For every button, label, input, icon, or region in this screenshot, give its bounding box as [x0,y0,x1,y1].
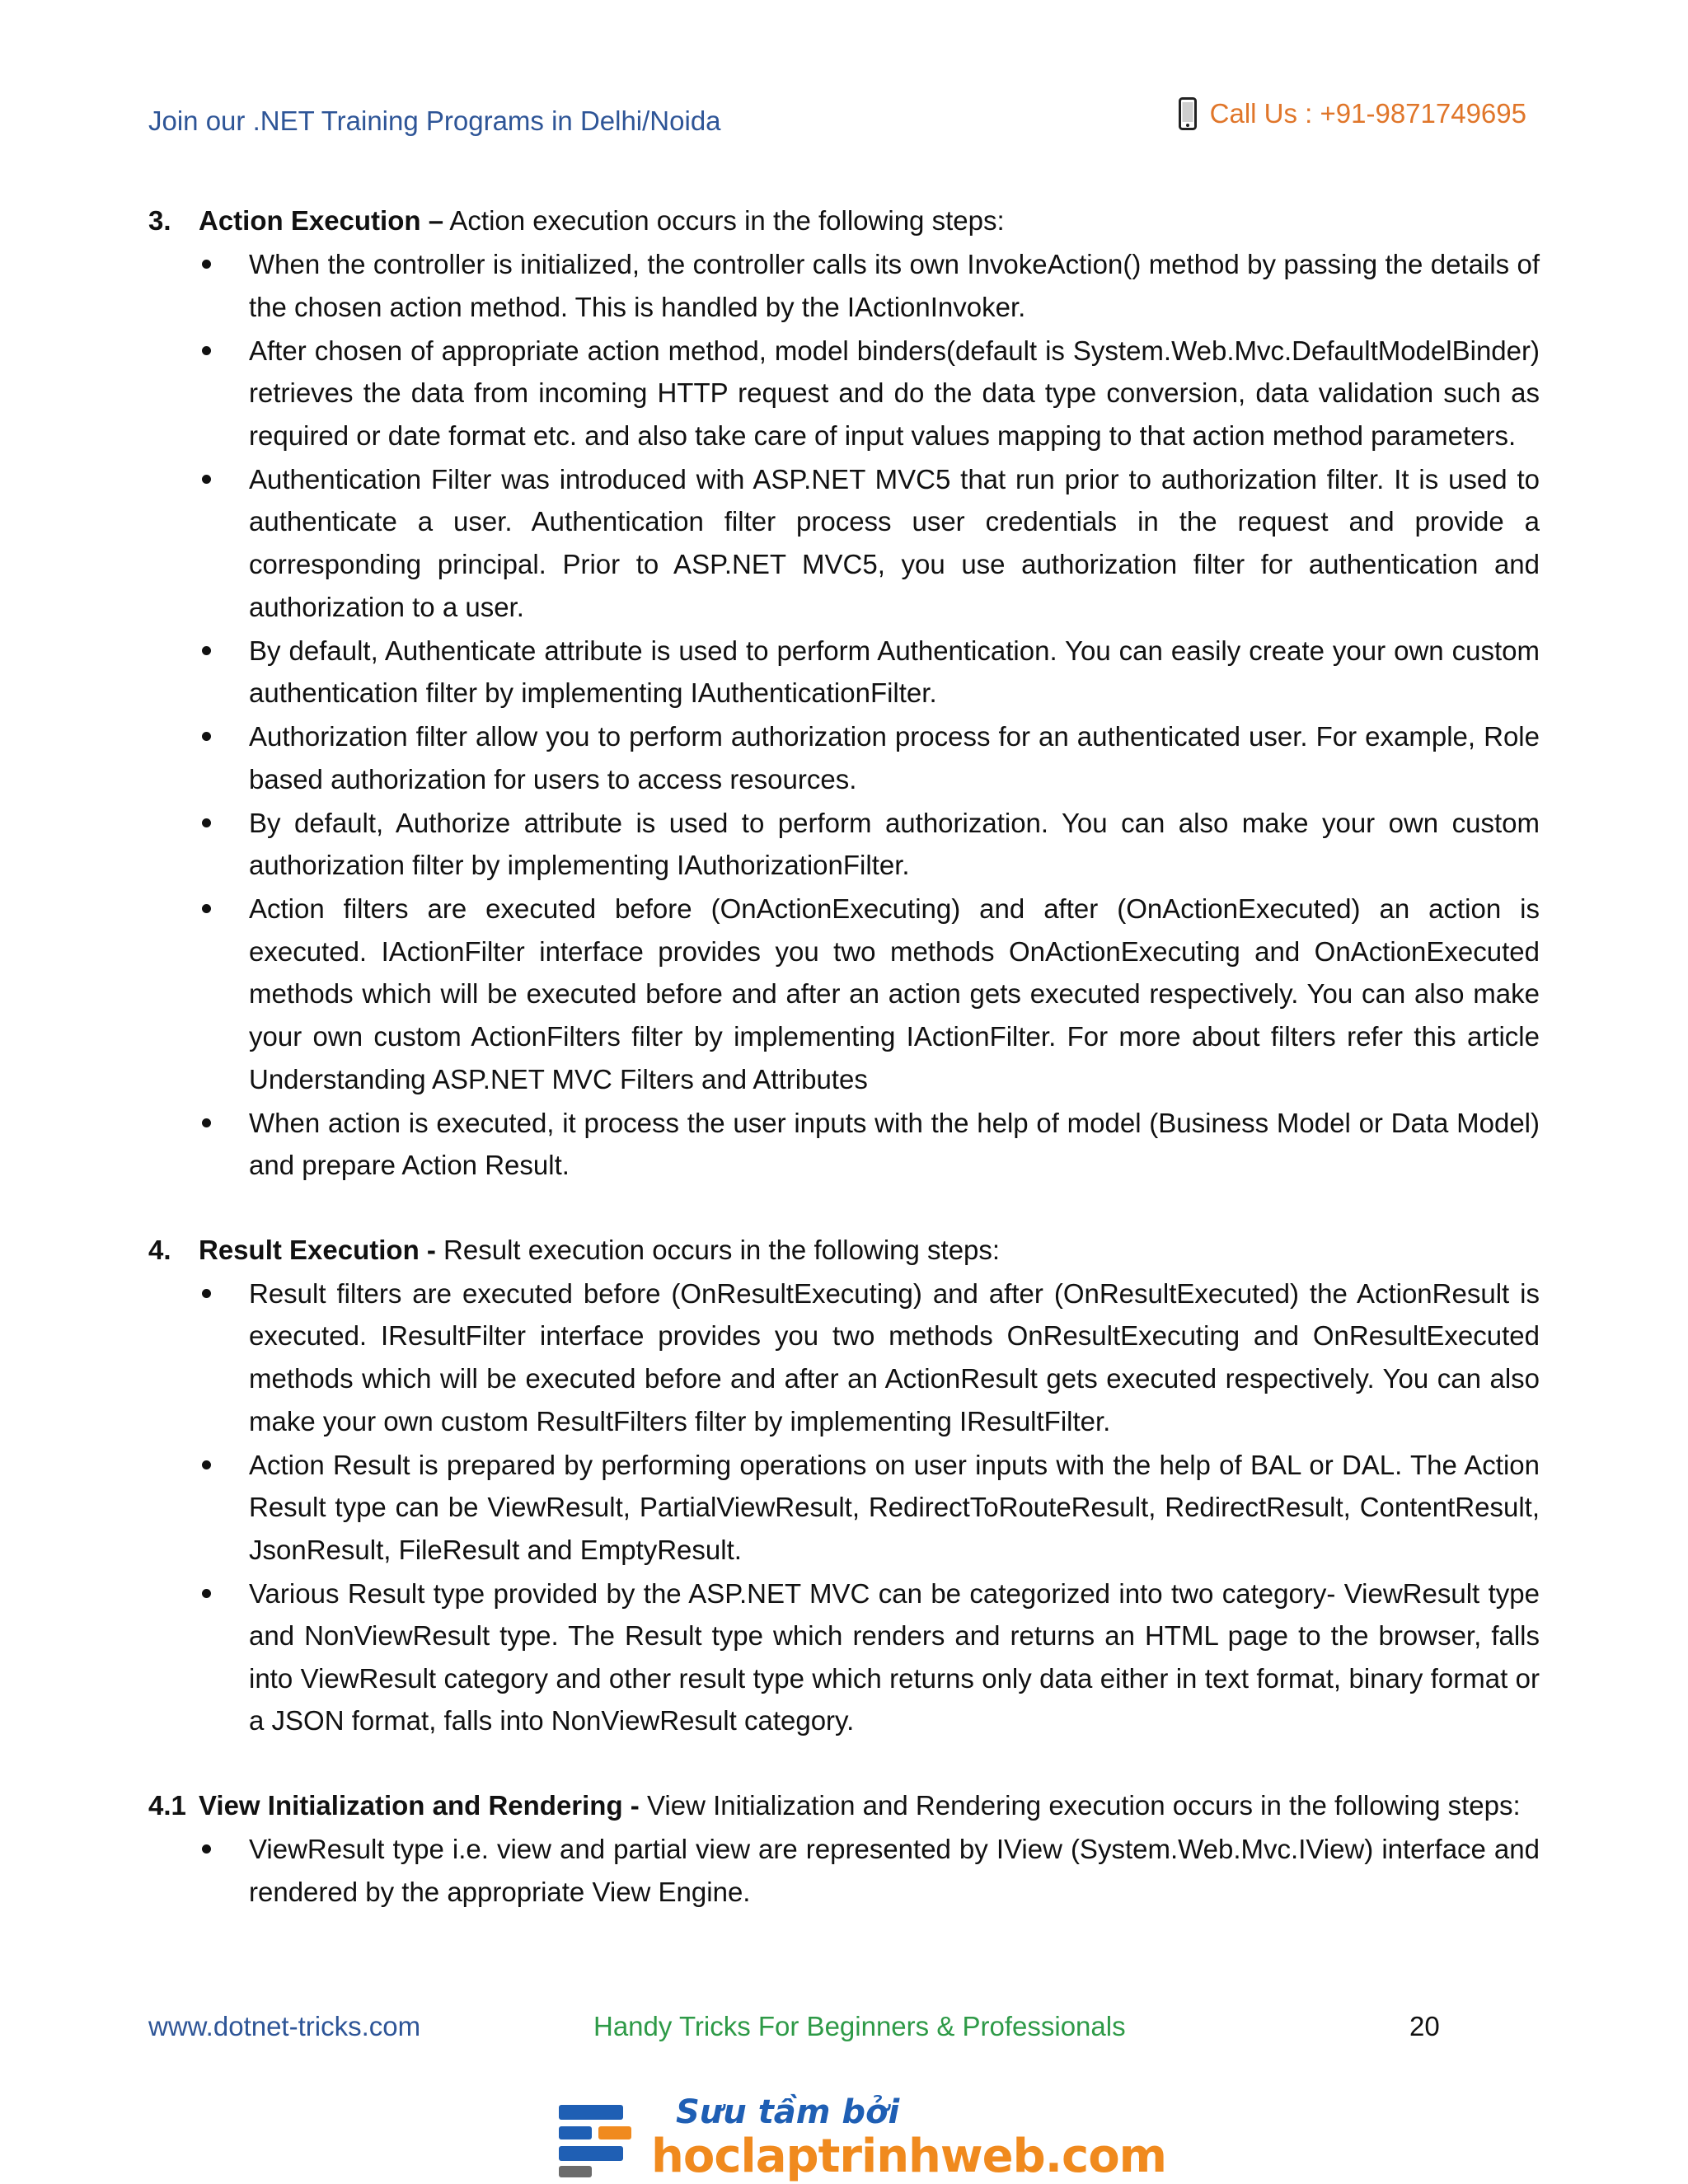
header-call-us [1179,97,1526,130]
section-heading-text [199,1229,1000,1272]
bullet-list [148,243,1540,1187]
section-intro: Action execution occurs in the following steps: [443,205,1005,236]
section-heading [148,199,1540,242]
list-item-text: By default, Authorize attribute is used to perform authorization. You can also make your own custom authorization filter by implementing IAuthorizationFilter. [249,807,1540,881]
bullet-icon [202,1289,211,1298]
bullet-icon [202,732,211,741]
list-item-text: Authorization filter allow you to perform authorization process for an authenticated user. For example, Role based authorization for users to access resources. [249,721,1540,794]
section-title: Result Execution - [199,1234,436,1265]
watermark [554,2093,1167,2184]
list-item [148,458,1540,628]
section-number: 4.1 [148,1790,186,1821]
watermark-site: hoclaptrinhweb.com [651,2130,1167,2183]
footer-website-link[interactable]: www.dotnet-tricks.com [148,2011,421,2041]
mobile-phone-icon [1179,97,1197,130]
bullet-icon [202,904,211,913]
list-item-text: Authentication Filter was introduced with ASP.NET MVC5 that run prior to authorization filter. It is used to authenticate a user. Authentication filter process user credentials in the request and provide a corresponding principal. Prior to ASP.NET MVC5, you use authorization filter for authentication and authorization to a user. [249,463,1540,622]
list-item-text: ViewResult type i.e. view and partial view are represented by IView (System.Web.Mvc.IView) interface and rendered by the appropriate View Engine. [249,1834,1540,1907]
section-heading-text [199,1784,1521,1827]
section-intro: Result execution occurs in the following steps: [435,1234,1001,1265]
section [148,199,1540,1187]
list-item-text: Action Result is prepared by performing operations on user inputs with the help of BAL or DAL. The Action Result type can be ViewResult, PartialViewResult, RedirectToRouteResult, RedirectResult, ContentResult, JsonResult, FileResult and EmptyResult. [249,1449,1540,1565]
bullet-icon [202,346,211,355]
section-title: Action Execution – [199,205,444,236]
list-item-text: Result filters are executed before (OnResultExecuting) and after (OnResultExecuted) the ActionResult is executed. IResultFilter interface provides you two methods OnResultExecuting and OnResultExecuted methods which will be executed before and after an ActionResult gets executed respectively. You can also make your own custom ResultFilters filter by implementing IResultFilter. [249,1277,1540,1436]
call-us-text: Call Us : +91-9871749695 [1209,98,1526,129]
bullet-list [148,1828,1540,1913]
list-item-text: Action filters are executed before (OnActionExecuting) and after (OnActionExecuted) an action is executed. IActionFilter interface provides you two methods OnActionExecuting and OnActionExecuted methods which will be executed before and after an action gets executed respectively. You can also make your own custom ActionFilters filter by implementing IActionFilter. For more about filters refer this article Understanding ASP.NET MVC Filters and Attributes [249,893,1540,1094]
section-heading [148,1229,1540,1272]
bullet-icon [202,1589,211,1598]
watermark-caption: Sưu tầm bởi [676,2093,900,2131]
section-number: 3. [148,205,171,236]
list-item [148,1572,1540,1742]
list-item-text: When the controller is initialized, the controller calls its own InvokeAction() method by passing the details of the chosen action method. This is handled by the IActionInvoker. [249,248,1540,322]
section-number: 4. [148,1234,171,1265]
list-item [148,1102,1540,1187]
section-intro: View Initialization and Rendering execution occurs in the following steps: [639,1790,1521,1821]
document-body [148,199,1540,1913]
footer-tagline: Handy Tricks For Beginners & Professionals [593,2011,1126,2041]
section-heading-text [199,199,1005,242]
section [148,1784,1540,1913]
bullet-icon [202,1844,211,1854]
bullet-icon [202,1460,211,1469]
list-item [148,802,1540,887]
page-number: 20 [1409,2011,1440,2041]
section-title: View Initialization and Rendering - [199,1790,640,1821]
list-item [148,330,1540,457]
list-item [148,1444,1540,1572]
bullet-icon [202,475,211,484]
list-item-text: By default, Authenticate attribute is used to perform Authentication. You can easily create your own custom authentication filter by implementing IAuthenticationFilter. [249,635,1540,709]
list-item-text: When action is executed, it process the user inputs with the help of model (Business Model or Data Model) and prepare Action Result. [249,1107,1540,1181]
list-item [148,630,1540,715]
list-item [148,1272,1540,1442]
watermark-logo-icon [556,2103,635,2179]
bullet-icon [202,818,211,827]
section [148,1229,1540,1742]
list-item-text: After chosen of appropriate action method, model binders(default is System.Web.Mvc.DefaultModelBinder) retrieves the data from incoming HTTP request and do the data type conversion, data validation such as required or date format etc. and also take care of input values mapping to that action method parameters. [249,335,1540,451]
header-training-text: Join our .NET Training Programs in Delhi/Noida [148,105,721,136]
list-item [148,243,1540,328]
list-item-text: Various Result type provided by the ASP.NET MVC can be categorized into two category- ViewResult type and NonViewResult type. The Result type which renders and returns an HTML page to the browser, falls into ViewResult category and other result type which returns only data either in text format, binary format or a JSON format, falls into NonViewResult category. [249,1577,1540,1736]
bullet-icon [202,260,211,269]
bullet-icon [202,646,211,655]
list-item [148,888,1540,1100]
list-item [148,715,1540,800]
bullet-icon [202,1118,211,1127]
section-heading [148,1784,1540,1827]
list-item [148,1828,1540,1913]
bullet-list [148,1272,1540,1742]
